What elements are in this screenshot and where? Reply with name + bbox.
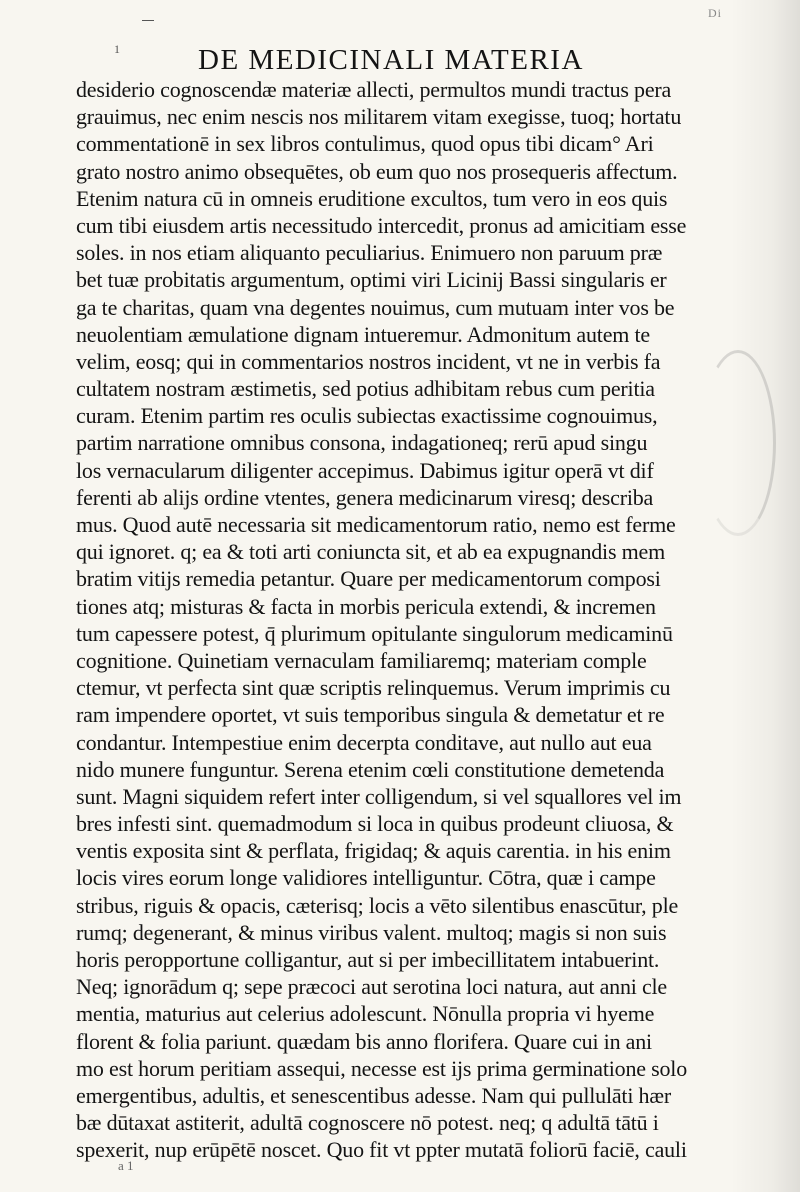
text-line: cultatem nostram æstimetis, sed potius adhibitam rebus cum peritia — [76, 376, 655, 402]
corner-text: Di — [708, 6, 722, 20]
text-line: los vernacularum diligenter accepimus. Dabimus igitur operā vt dif — [76, 457, 654, 483]
text-line: ctemur, vt perfecta sint quæ scriptis relinquemus. Verum imprimis cu — [76, 675, 671, 701]
text-line: mo est horum peritiam assequi, necesse est ijs prima germinatione solo — [76, 1055, 688, 1081]
text-line: commentationē in sex libros contulimus, quod opus tibi dicam° Ari — [76, 131, 654, 157]
text-line: bæ dūtaxat astiterit, adultā cognoscere nō potest. neq; q adultā tātū i — [76, 1110, 659, 1136]
text-line: condantur. Intempestiue enim decerpta conditave, aut nullo aut eua — [76, 729, 652, 755]
bottom-mark: a 1 — [118, 1158, 134, 1173]
text-line: nido munere funguntur. Serena etenim cœli constitutione demetenda — [76, 756, 665, 782]
tick-mark — [142, 20, 154, 21]
text-line: desiderio cognoscendæ materiæ allecti, permultos mundi tractus pera — [76, 77, 672, 102]
text-line: partim narratione omnibus consona, indagationeq; rerū apud singu — [76, 430, 648, 456]
text-line: mus. Quod autē necessaria sit medicamentorum ratio, nemo est ferme — [76, 512, 676, 537]
text-line: sunt. Magni siquidem refert inter colligendum, si vel squallores vel im — [76, 783, 682, 809]
text-line: emergentibus, adultis, et senescentibus adesse. Nam qui pullulāti hær — [76, 1082, 671, 1108]
text-line: tum capessere potest, q̄ plurimum opitulante singulorum medicaminū — [76, 620, 673, 646]
text-line: soles. in nos etiam aliquanto peculiarius. Enimuero non paruum præ — [76, 240, 663, 266]
body-text — [76, 76, 766, 1164]
text-line: ventis exposita sint & perflata, frigidaq; & aquis carentia. in his enim — [76, 838, 671, 864]
text-line: rumq; degenerant, & minus viribus valent. multoq; magis si non suis — [76, 919, 667, 945]
text-line: ram impendere oportet, vt suis temporibus singula & demetatur et re — [76, 702, 665, 728]
text-line: tiones atq; misturas & facta in morbis pericula extendi, & incremen — [76, 593, 656, 619]
text-line: bet tuæ probitatis argumentum, optimi viri Licinij Bassi singularis er — [76, 267, 667, 293]
text-line: ferenti ab alijs ordine vtentes, genera medicinarum viresq; describa — [76, 484, 654, 510]
text-line: grauimus, nec enim nescis nos militarem vitam exegisse, tuoq; hortatu — [76, 104, 682, 130]
text-line: horis peropportune colligantur, aut si per imbecillitatem intabuerint. — [76, 947, 660, 972]
text-line: florent & folia pariunt. quædam bis anno florifera. Quare cui in ani — [76, 1028, 652, 1054]
text-line: grato nostro animo obsequētes, ob eum quo nos prosequeris affectum. — [76, 158, 678, 184]
text-line: locis vires eorum longe validiores intelliguntur. Cōtra, quæ i campe — [76, 865, 656, 891]
running-heading: DE MEDICINALI MATERIA — [198, 44, 584, 76]
text-line: qui ignoret. q; ea & toti arti coniuncta sit, et ab ea expugnandis mem — [76, 539, 666, 565]
text-line: cum tibi eiusdem artis necessitudo intercedit, pronus ad amicitiam esse — [76, 212, 687, 238]
folio-number: 1 — [114, 42, 120, 56]
text-line: neuolentiam æmulatione dignam intueremur. Admonitum autem te — [76, 321, 650, 347]
text-line: curam. Etenim partim res oculis subiectas exactissime cognouimus, — [76, 403, 658, 429]
text-line: mentia, maturius aut celerius adolescunt. Nōnulla propria vi hyeme — [76, 1001, 655, 1027]
text-line: Neq; ignorādum q; sepe præcoci aut serotina loci natura, aut anni cle — [76, 974, 667, 1000]
text-line: bratim vitijs remedia petantur. Quare per medicamentorum composi — [76, 566, 661, 592]
text-line: stribus, riguis & opacis, cæterisq; locis a vēto silentibus enascūtur, ple — [76, 892, 679, 918]
text-line: velim, eosq; qui in commentarios nostros incident, vt ne in verbis fa — [76, 348, 661, 374]
text-line: Etenim natura cū in omneis eruditione excultos, tum vero in eos quis — [76, 185, 668, 211]
text-line: bres infesti sint. quemadmodum si loca in quibus prodeunt cliuosa, & — [76, 811, 674, 837]
text-line: ga te charitas, quam vna degentes nouimus, cum mutuam inter vos be — [76, 294, 675, 320]
text-line: cognitione. Quinetiam vernaculam familiaremq; materiam comple — [76, 647, 647, 673]
text-line: spexerit, nup erūpētē noscet. Quo fit vt ppter mutatā foliorū faciē, cauli — [76, 1137, 687, 1163]
